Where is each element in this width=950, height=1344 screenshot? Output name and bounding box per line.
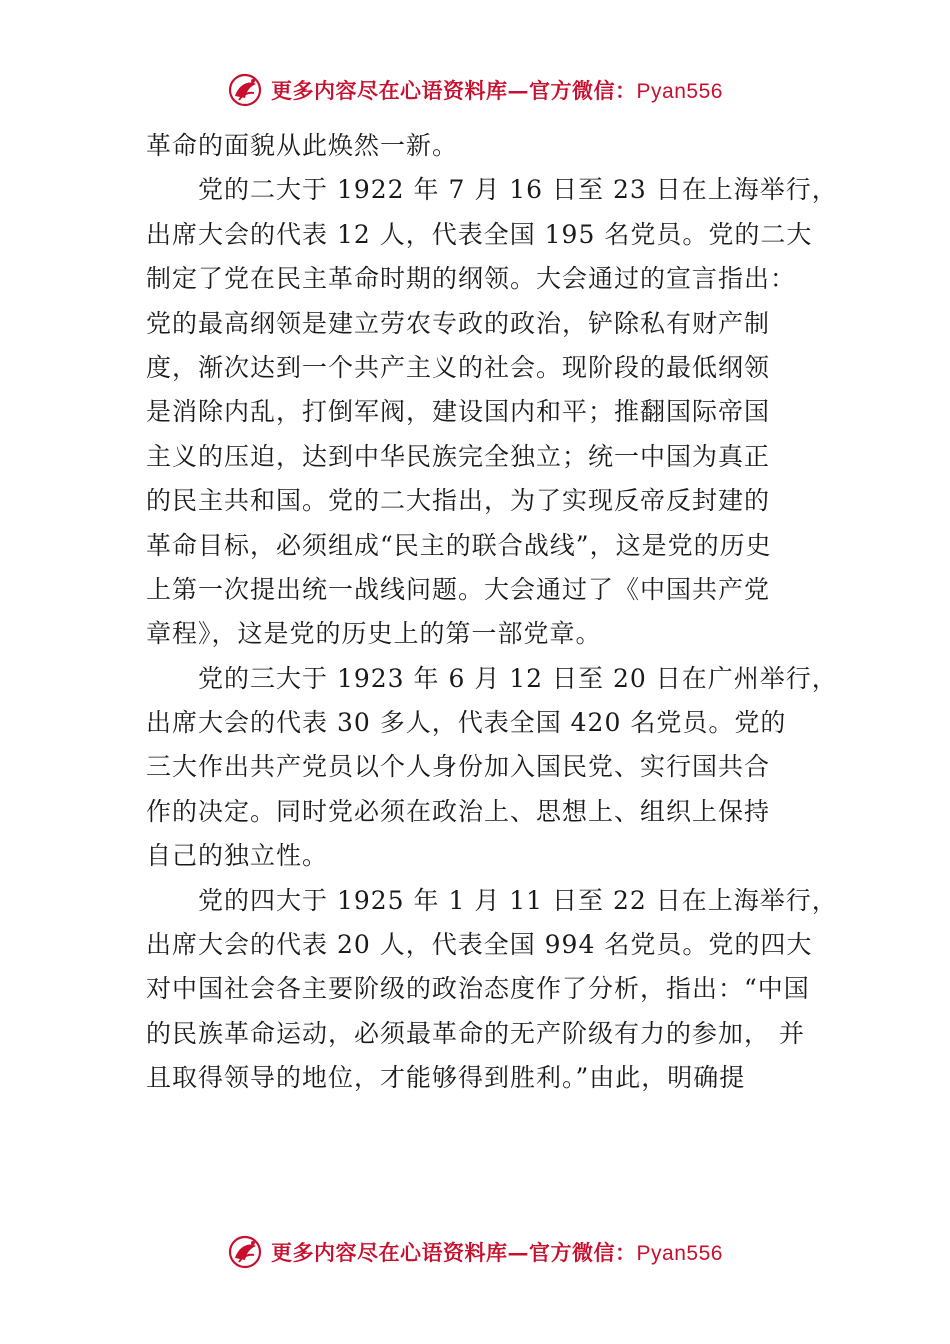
- text-line: 出席大会的代表 20 人，代表全国 994 名党员。党的四大: [146, 930, 813, 960]
- text-line: 党的二大于 1922 年 7 月 16 日至 23 日在上海举行，: [198, 175, 838, 205]
- text-line: 且取得领导的地位，才能够得到胜利。”由此，明确提: [146, 1063, 746, 1093]
- text-line: 度，渐次达到一个共产主义的社会。现阶段的最低纲领: [146, 352, 771, 382]
- text-line: 制定了党在民主革命时期的纲领。大会通过的宣言指出：: [146, 264, 797, 294]
- text-line: 的民主共和国。党的二大指出，为了实现反帝反封建的: [146, 486, 771, 516]
- text-line: 章程》，这是党的历史上的第一部党章。: [146, 619, 602, 649]
- text-line: 革命目标，必须组成“民主的联合战线”，这是党的历史: [146, 530, 772, 560]
- header-wechat: Pyan556: [636, 80, 723, 103]
- text-line: 出席大会的代表 30 多人，代表全国 420 名党员。党的: [146, 708, 787, 738]
- text-line: 的民族革命运动，必须最革命的无产阶级有力的参加， 并: [146, 1018, 805, 1048]
- header-text: 更多内容尽在心语资料库—官方微信：Pyan556: [271, 78, 723, 103]
- text-line: 党的三大于 1923 年 6 月 12 日至 20 日在广州举行，: [198, 663, 838, 693]
- text-line: 党的最高纲领是建立劳农专政的政治，铲除私有财产制: [146, 308, 771, 338]
- text-line: 上第一次提出统一战线问题。大会通过了《中国共产党: [146, 574, 771, 604]
- text-line: 革命的面貌从此焕然一新。: [146, 131, 459, 160]
- text-line: 三大作出共产党员以个人身份加入国民党、实行国共合: [146, 752, 771, 782]
- text-line: 主义的压迫，达到中华民族完全独立；统一中国为真正: [146, 441, 771, 471]
- document-body: [146, 124, 836, 1101]
- text-line: 出席大会的代表 12 人，代表全国 195 名党员。党的二大: [146, 219, 813, 249]
- footer-text: 更多内容尽在心语资料库—官方微信：Pyan556: [271, 1240, 723, 1265]
- text-line: 党的四大于 1925 年 1 月 11 日至 22 日在上海举行，: [198, 885, 838, 915]
- seal-logo-icon: [227, 72, 263, 108]
- footer-banner: [0, 1234, 950, 1270]
- text-line: 是消除内乱，打倒军阀，建设国内和平；推翻国际帝国: [146, 397, 771, 427]
- text-line: 自己的独立性。: [146, 841, 329, 871]
- footer-wechat: Pyan556: [636, 1242, 723, 1265]
- seal-logo-icon: [227, 1234, 263, 1270]
- header-banner: [0, 72, 950, 108]
- text-line: 作的决定。同时党必须在政治上、思想上、组织上保持: [146, 796, 771, 826]
- text-line: 对中国社会各主要阶级的政治态度作了分析，指出：“中国: [146, 974, 810, 1004]
